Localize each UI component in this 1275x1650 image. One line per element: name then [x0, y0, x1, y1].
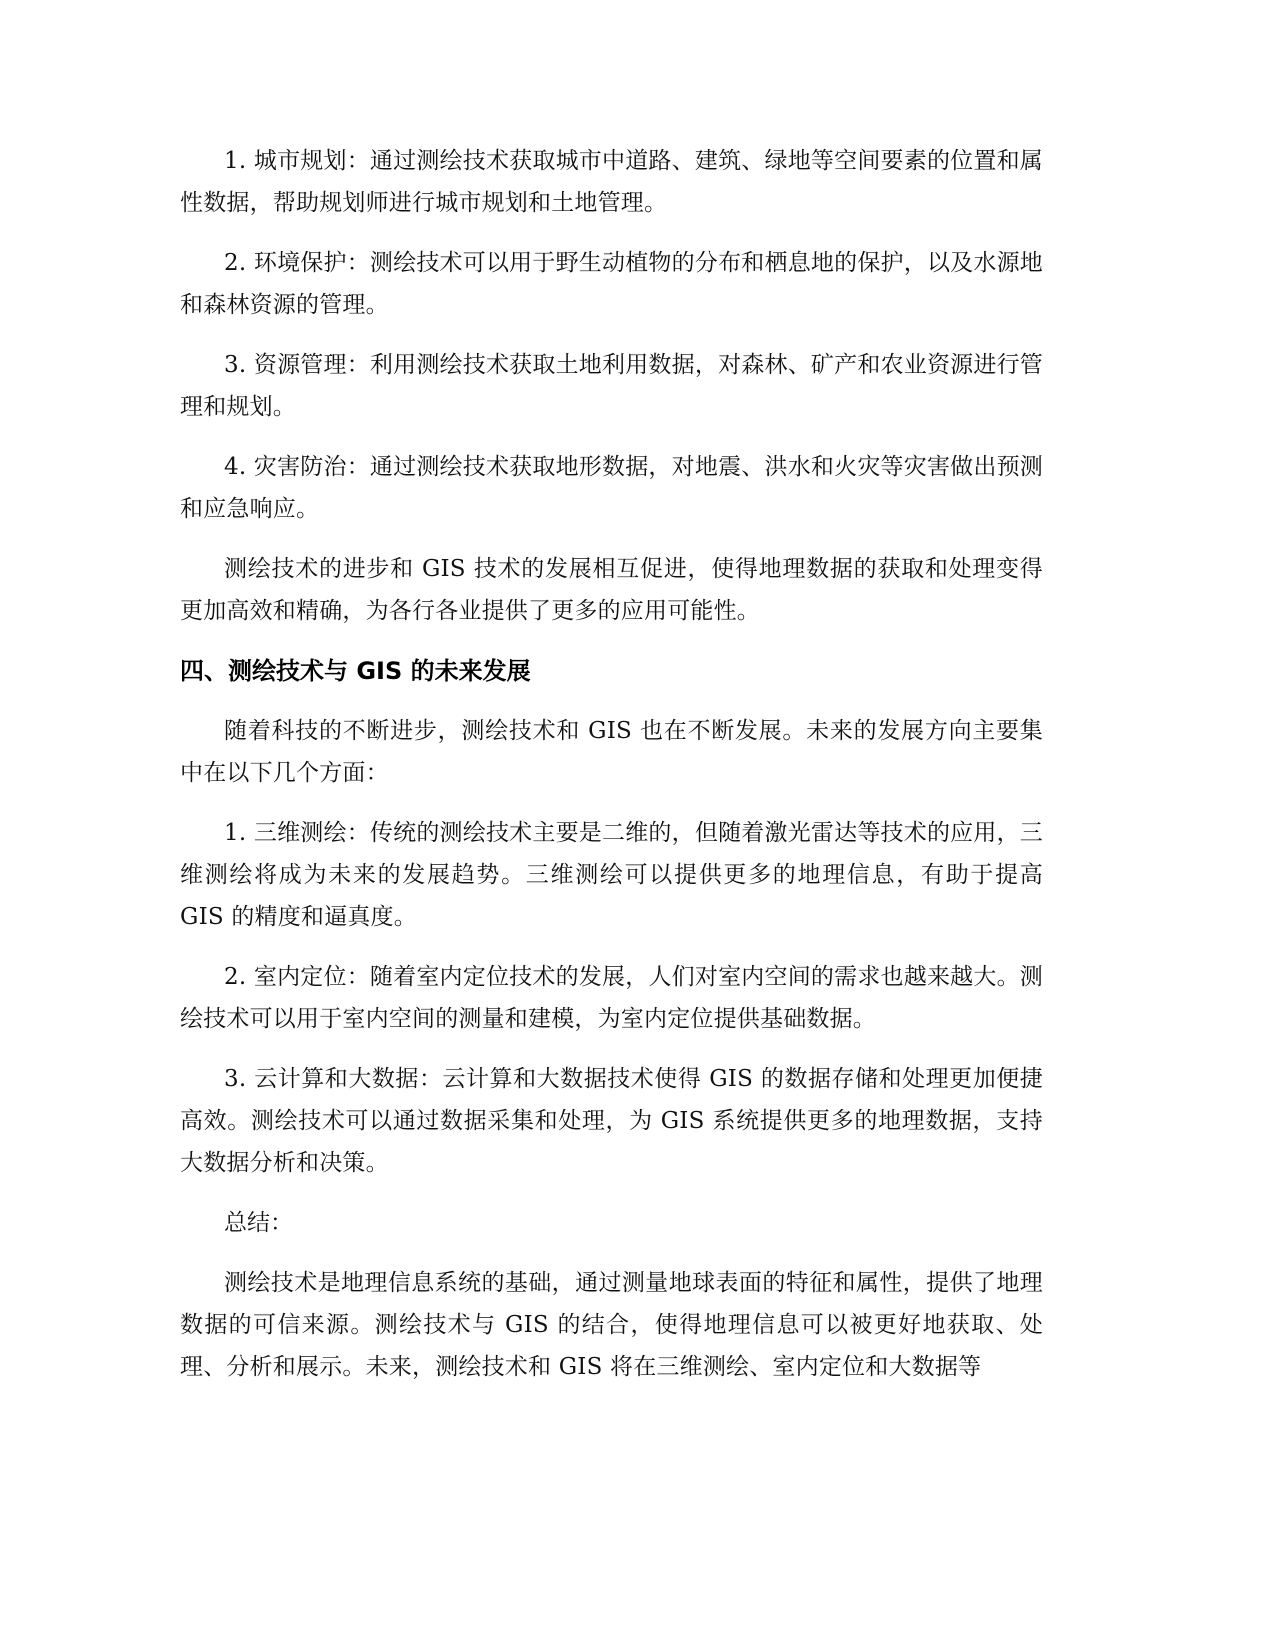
- paragraph-environmental-protection: 2. 环境保护：测绘技术可以用于野生动植物的分布和栖息地的保护，以及水源地和森林资源的管理。: [180, 250, 1043, 318]
- paragraph-resource-management: 3. 资源管理：利用测绘技术获取土地利用数据，对森林、矿产和农业资源进行管理和规划。: [180, 352, 1043, 420]
- paragraph-mutual-promotion: 测绘技术的进步和 GIS 技术的发展相互促进，使得地理数据的获取和处理变得更加高效和精确，为各行各业提供了更多的应用可能性。: [180, 556, 1043, 624]
- section-heading: 四、测绘技术与 GIS 的未来发展: [180, 657, 531, 685]
- paragraph-cloud-big-data: 3. 云计算和大数据：云计算和大数据技术使得 GIS 的数据存储和处理更加便捷高效。测绘技术可以通过数据采集和处理，为 GIS 系统提供更多的地理数据，支持大数据分析和决策。: [180, 1066, 1043, 1176]
- paragraph-disaster-prevention: 4. 灾害防治：通过测绘技术获取地形数据，对地震、洪水和火灾等灾害做出预测和应急响应。: [180, 454, 1043, 522]
- paragraph-indoor-positioning: 2. 室内定位：随着室内定位技术的发展，人们对室内空间的需求也越来越大。测绘技术可以用于室内空间的测量和建模，为室内定位提供基础数据。: [180, 964, 1043, 1032]
- summary-label: 总结：: [224, 1210, 293, 1236]
- document-body: [180, 140, 1043, 1406]
- paragraph-3d-surveying: 1. 三维测绘：传统的测绘技术主要是二维的，但随着激光雷达等技术的应用，三维测绘将成为未来的发展趋势。三维测绘可以提供更多的地理信息，有助于提高 GIS 的精度和逼真度。: [180, 820, 1043, 930]
- paragraph-future-intro: 随着科技的不断进步，测绘技术和 GIS 也在不断发展。未来的发展方向主要集中在以下几个方面：: [180, 718, 1043, 786]
- paragraph-urban-planning: 1. 城市规划：通过测绘技术获取城市中道路、建筑、绿地等空间要素的位置和属性数据，帮助规划师进行城市规划和土地管理。: [180, 148, 1043, 216]
- paragraph-summary: 测绘技术是地理信息系统的基础，通过测量地球表面的特征和属性，提供了地理数据的可信来源。测绘技术与 GIS 的结合，使得地理信息可以被更好地获取、处理、分析和展示。未来，测绘技术和 GIS 将在三维测绘、室内定位和大数据等: [180, 1270, 1043, 1380]
